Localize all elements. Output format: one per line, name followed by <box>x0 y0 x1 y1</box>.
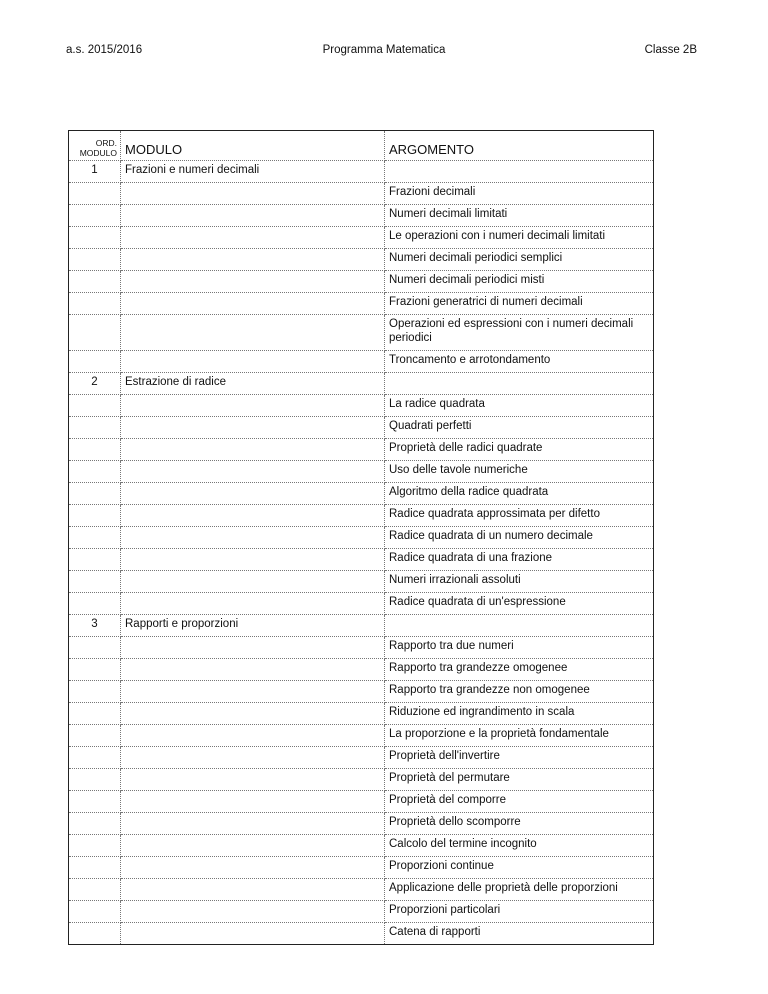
ord-cell <box>69 183 121 205</box>
argomento-cell: Proporzioni particolari <box>385 901 654 923</box>
argomento-cell: Numeri decimali periodici semplici <box>385 249 654 271</box>
modulo-cell <box>121 725 385 747</box>
table-row <box>69 703 654 725</box>
ord-cell <box>69 315 121 351</box>
ord-cell <box>69 549 121 571</box>
ord-cell <box>69 461 121 483</box>
table-row <box>69 879 654 901</box>
table-row <box>69 769 654 791</box>
ord-cell <box>69 879 121 901</box>
ord-cell: 2 <box>69 373 121 395</box>
modulo-label: MODULO <box>125 142 183 157</box>
table-row <box>69 315 654 351</box>
ord-modulo-label: ORD. MODULO <box>79 138 117 158</box>
ord-cell <box>69 813 121 835</box>
ord-cell <box>69 249 121 271</box>
argomento-cell: Quadrati perfetti <box>385 417 654 439</box>
table-row <box>69 395 654 417</box>
argomento-cell: Troncamento e arrotondamento <box>385 351 654 373</box>
table-row <box>69 439 654 461</box>
argomento-cell: Numeri irrazionali assoluti <box>385 571 654 593</box>
modulo-cell <box>121 813 385 835</box>
table-row <box>69 835 654 857</box>
argomento-cell: Rapporto tra grandezze non omogenee <box>385 681 654 703</box>
modulo-cell <box>121 417 385 439</box>
table-row <box>69 923 654 945</box>
modulo-cell: Rapporti e proporzioni <box>121 615 385 637</box>
argomento-cell: Proprietà del permutare <box>385 769 654 791</box>
table-row <box>69 791 654 813</box>
modulo-cell <box>121 703 385 725</box>
modulo-cell <box>121 227 385 249</box>
modulo-cell <box>121 835 385 857</box>
ord-cell <box>69 681 121 703</box>
argomento-cell <box>385 373 654 395</box>
table-row <box>69 857 654 879</box>
argomento-label: ARGOMENTO <box>389 142 474 157</box>
ord-cell <box>69 703 121 725</box>
modulo-cell <box>121 593 385 615</box>
table-row <box>69 681 654 703</box>
argomento-cell <box>385 161 654 183</box>
modulo-cell <box>121 249 385 271</box>
argomento-cell: Proprietà dello scomporre <box>385 813 654 835</box>
modulo-cell <box>121 395 385 417</box>
modulo-cell <box>121 571 385 593</box>
modulo-cell <box>121 505 385 527</box>
modulo-cell <box>121 769 385 791</box>
table-row <box>69 901 654 923</box>
ord-cell <box>69 271 121 293</box>
ord-cell <box>69 571 121 593</box>
modulo-cell <box>121 183 385 205</box>
table-row <box>69 227 654 249</box>
ord-cell <box>69 791 121 813</box>
modulo-cell <box>121 461 385 483</box>
argomento-cell: Radice quadrata di una frazione <box>385 549 654 571</box>
table-row <box>69 293 654 315</box>
argomento-cell: Radice quadrata di un numero decimale <box>385 527 654 549</box>
table-row <box>69 161 654 183</box>
argomento-cell: Algoritmo della radice quadrata <box>385 483 654 505</box>
modulo-cell <box>121 315 385 351</box>
modulo-cell <box>121 747 385 769</box>
table-row <box>69 249 654 271</box>
program-table <box>68 130 654 945</box>
table-row <box>69 571 654 593</box>
argomento-cell: Radice quadrata di un'espressione <box>385 593 654 615</box>
argomento-cell: Proprietà dell'invertire <box>385 747 654 769</box>
modulo-cell <box>121 271 385 293</box>
modulo-cell: Frazioni e numeri decimali <box>121 161 385 183</box>
table-row <box>69 183 654 205</box>
argomento-cell: Rapporto tra due numeri <box>385 637 654 659</box>
argomento-cell: Proporzioni continue <box>385 857 654 879</box>
header-school-year: a.s. 2015/2016 <box>66 44 143 56</box>
modulo-cell <box>121 901 385 923</box>
ord-cell <box>69 923 121 945</box>
table-row <box>69 549 654 571</box>
header-argomento <box>385 131 654 161</box>
ord-cell <box>69 417 121 439</box>
modulo-cell <box>121 293 385 315</box>
ord-cell: 3 <box>69 615 121 637</box>
table-header-row <box>69 131 654 161</box>
argomento-cell <box>385 615 654 637</box>
ord-cell <box>69 227 121 249</box>
ord-cell <box>69 659 121 681</box>
table-row <box>69 351 654 373</box>
table-row <box>69 747 654 769</box>
table-row <box>69 271 654 293</box>
ord-cell <box>69 747 121 769</box>
header-title: Programma Matematica <box>322 44 446 56</box>
ord-cell <box>69 205 121 227</box>
argomento-cell: Radice quadrata approssimata per difetto <box>385 505 654 527</box>
table-row <box>69 527 654 549</box>
modulo-cell <box>121 439 385 461</box>
argomento-cell: Numeri decimali periodici misti <box>385 271 654 293</box>
modulo-cell <box>121 923 385 945</box>
modulo-cell <box>121 351 385 373</box>
argomento-cell: Uso delle tavole numeriche <box>385 461 654 483</box>
ord-cell <box>69 637 121 659</box>
modulo-cell <box>121 659 385 681</box>
ord-cell: 1 <box>69 161 121 183</box>
table-row <box>69 483 654 505</box>
argomento-cell: Applicazione delle proprietà delle proporzioni <box>385 879 654 901</box>
modulo-cell <box>121 549 385 571</box>
ord-cell <box>69 527 121 549</box>
ord-cell <box>69 293 121 315</box>
table-row <box>69 461 654 483</box>
ord-cell <box>69 395 121 417</box>
table-row <box>69 615 654 637</box>
modulo-cell <box>121 857 385 879</box>
ord-cell <box>69 439 121 461</box>
argomento-cell: Frazioni decimali <box>385 183 654 205</box>
argomento-cell: Le operazioni con i numeri decimali limitati <box>385 227 654 249</box>
modulo-cell <box>121 205 385 227</box>
argomento-cell: Riduzione ed ingrandimento in scala <box>385 703 654 725</box>
ord-cell <box>69 483 121 505</box>
table-row <box>69 417 654 439</box>
ord-cell <box>69 593 121 615</box>
argomento-cell: Frazioni generatrici di numeri decimali <box>385 293 654 315</box>
ord-cell <box>69 505 121 527</box>
ord-cell <box>69 857 121 879</box>
ord-cell <box>69 769 121 791</box>
argomento-cell: La radice quadrata <box>385 395 654 417</box>
modulo-cell <box>121 681 385 703</box>
header-ord-modulo <box>69 131 121 161</box>
argomento-cell: Calcolo del termine incognito <box>385 835 654 857</box>
ord-cell <box>69 725 121 747</box>
table-row <box>69 813 654 835</box>
table-row <box>69 373 654 395</box>
table-row <box>69 725 654 747</box>
argomento-cell: La proporzione e la proprietà fondamentale <box>385 725 654 747</box>
table-row <box>69 205 654 227</box>
argomento-cell: Catena di rapporti <box>389 926 481 938</box>
table-row <box>69 593 654 615</box>
modulo-cell <box>121 791 385 813</box>
ord-cell <box>69 901 121 923</box>
argomento-cell: Proprietà delle radici quadrate <box>385 439 654 461</box>
ord-cell <box>69 835 121 857</box>
modulo-cell <box>121 527 385 549</box>
argomento-cell: Proprietà del comporre <box>385 791 654 813</box>
table-row <box>69 505 654 527</box>
argomento-cell: Operazioni ed espressioni con i numeri decimali periodici <box>385 315 654 351</box>
table-row <box>69 637 654 659</box>
header-modulo <box>121 131 385 161</box>
modulo-cell <box>121 637 385 659</box>
ord-cell <box>69 351 121 373</box>
argomento-cell: Rapporto tra grandezze omogenee <box>385 659 654 681</box>
argomento-cell: Numeri decimali limitati <box>385 205 654 227</box>
table-row <box>69 659 654 681</box>
modulo-cell <box>121 879 385 901</box>
header-class: Classe 2B <box>644 44 697 56</box>
modulo-cell <box>121 483 385 505</box>
modulo-cell: Estrazione di radice <box>121 373 385 395</box>
